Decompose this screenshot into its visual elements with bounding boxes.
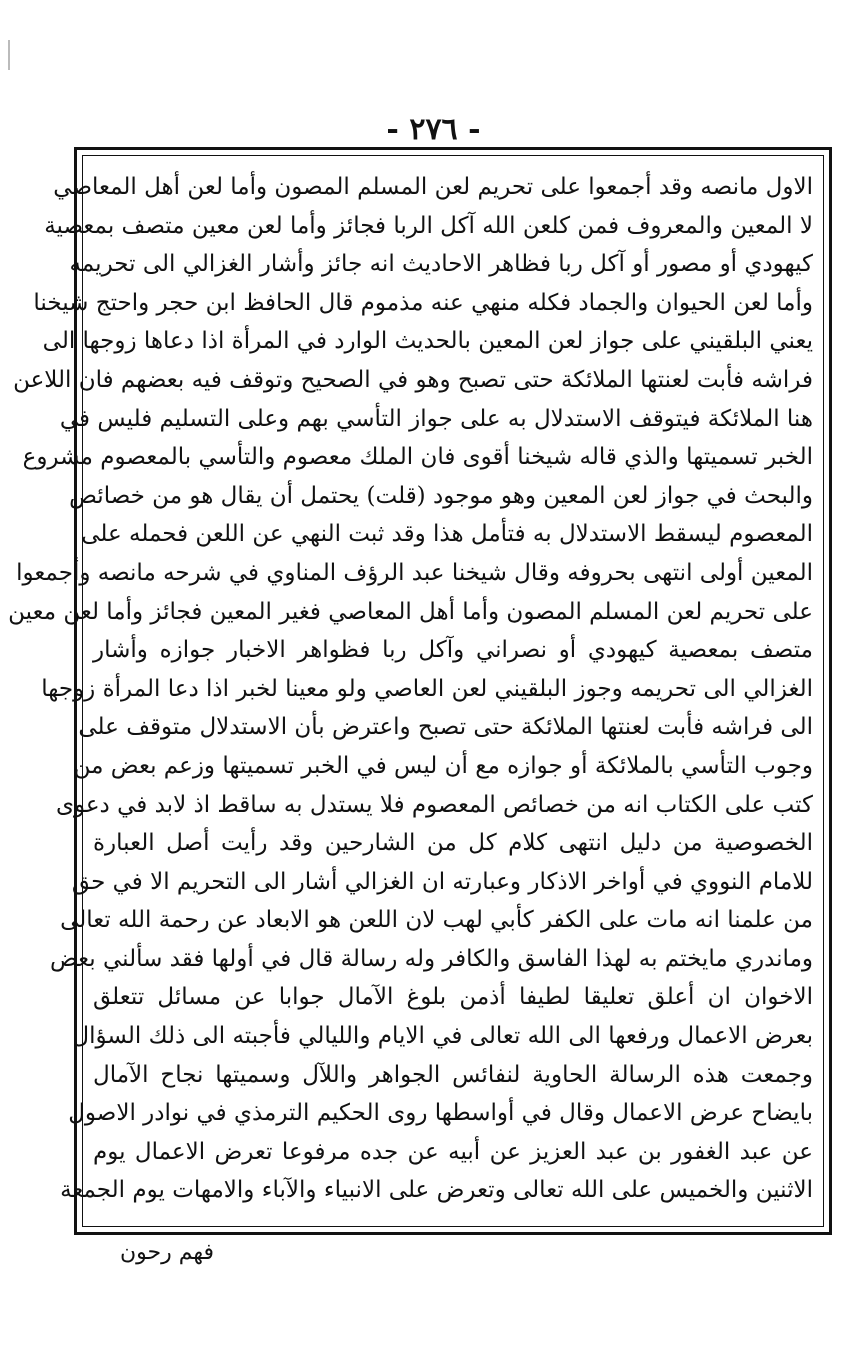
text-line: فراشه فأبت لعنتها الملائكة حتى تصبح وهو في الصحيح وتوقف فيه بعضهم فان اللاعن [13,366,813,393]
text-line: بعرض الاعمال ورفعها الى الله تعالى في الايام والليالي فأجبته الى ذلك السؤال [72,1023,813,1050]
text-line: يعني البلقيني على جواز لعن المعين بالحديث الوارد في المرأة اذا دعاها زوجها الى [42,328,813,355]
text-line: من علمنا انه مات على الكفر كأبي لهب لان اللعن هو الابعاد عن رحمة الله تعالى [60,907,813,934]
text-line: المعصوم ليسقط الاستدلال به فتأمل هذا وقد ثبت النهي عن اللعن فحمله على [81,521,813,548]
text-line: الاثنين والخميس على الله تعالى وتعرض على الانبياء والآباء والامهات يوم الجمعة [60,1177,813,1204]
text-line: لا المعين والمعروف فمن كلعن الله آكل الربا فجائز وأما لعن معين متصف بمعصية [44,212,813,239]
text-line: الخصوصية من دليل انتهى كلام كل من الشارحين وقد رأيت أصل العبارة [93,830,813,857]
text-line: الخبر تسميتها والذي قاله شيخنا أقوى فان الملك معصوم والتأسي بالمعصوم مشروع [22,444,813,471]
text-frame-outer-border [8,147,832,1235]
text-line: عن عبد الغفور بن عبد العزيز عن أبيه عن جده مرفوعا تعرض الاعمال يوم [93,1138,813,1165]
page-number: - ٢٧٦ - [386,112,481,147]
text-line: للامام النووي في أواخر الاذكار وعبارته ان الغزالي أشار الى التحريم الا في حق [71,868,813,895]
text-line: هنا الملائكة فيتوقف الاستدلال به على جواز التأسي بهم وعلى التسليم فليس في [59,405,813,432]
text-line: متصف بمعصية كيهودي أو نصراني وآكل ربا فظواهر الاخبار جوازه وأشار [93,637,813,664]
text-line: كتب على الكتاب انه من خصائص المعصوم فلا يستدل به ساقط اذ لابد في دعوى [55,791,813,818]
text-line: كيهودي أو مصور أو آكل ربا فظاهر الاحاديث انه جائز وأشار الغزالي الى تحريمه [69,251,813,278]
text-frame-inner-border [8,155,824,1227]
text-line: وأما لعن الحيوان والجماد فكله منهي عنه مذموم قال الحافظ ابن حجر واحتج شيخنا [33,289,813,316]
text-line: والبحث في جواز لعن المعين وهو موجود (قلت) يحتمل أن يقال هو من خصائص [69,482,813,509]
body-text [8,168,813,1220]
text-line: وماندري مايختم به لهذا الفاسق والكافر وله رسالة قال في أولها فقد سألني بعض [49,945,813,972]
text-line: المعين أولى انتهى بحروفه وقال شيخنا عبد الرؤف المناوي في شرحه مانصه وأجمعوا [16,559,813,586]
text-line: على تحريم لعن المسلم المصون وأما أهل المعاصي فغير المعين فجائز وأما لعن معين [8,598,813,625]
text-line: بايضاح عرض الاعمال وقال في أواسطها روى الحكيم الترمذي في نوادر الاصول [68,1100,813,1127]
text-line: الاخوان ان أعلق تعليقا لطيفا أذمن بلوغ الآمال جوابا عن مسائل تتعلق [93,984,813,1011]
text-line: الغزالي الى تحريمه وجوز البلقيني لعن العاصي ولو معينا لخبر اذا دعا المرأة زوجها [41,675,813,702]
text-line: الاول مانصه وقد أجمعوا على تحريم لعن المسلم المصون وأما لعن أهل المعاصي [53,174,813,200]
text-line: الى فراشه فأبت لعنتها الملائكة حتى تصبح واعترض بأن الاستدلال متوقف على [78,714,813,741]
catchword: فهم رحون [120,1240,215,1265]
page-edge-mark [8,40,10,70]
text-line: وجمعت هذه الرسالة الحاوية لنفائس الجواهر واللآل وسميتها نجاح الآمال [93,1061,813,1088]
text-line: وجوب التأسي بالملائكة أو جوازه مع أن ليس في الخبر تسميتها وزعم بعض من [73,752,813,779]
